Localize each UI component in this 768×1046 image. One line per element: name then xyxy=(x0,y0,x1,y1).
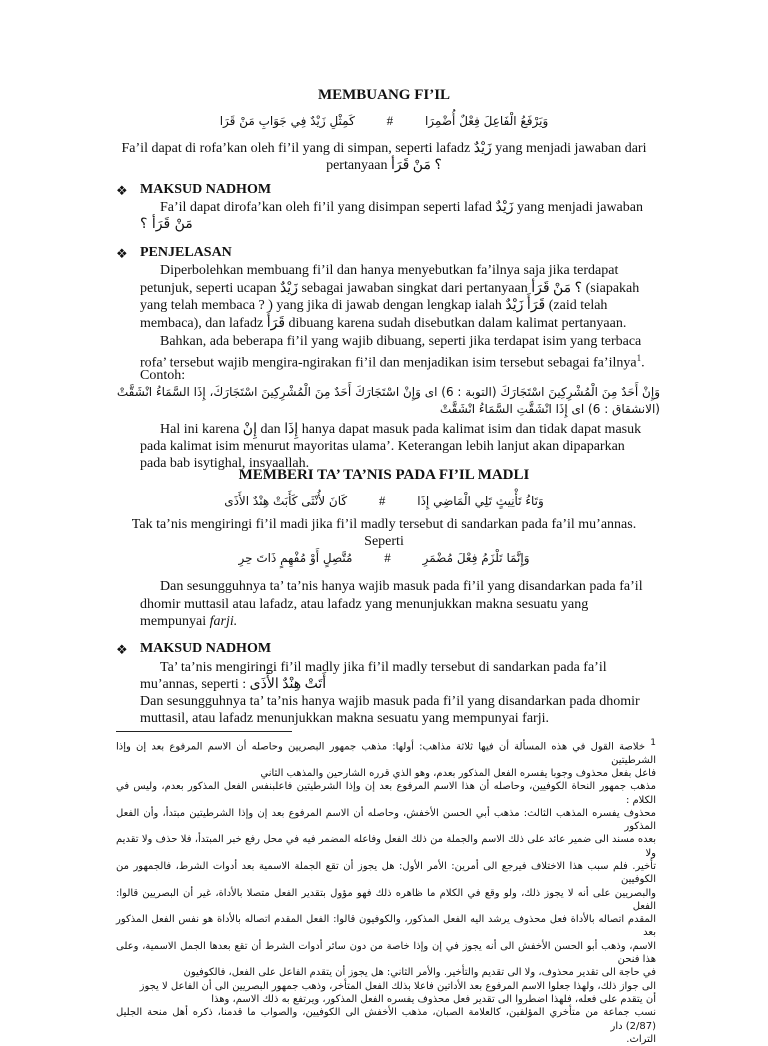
footnote-line: بعده مسند الى ضمير عائد على ذلك الاسم والجملة من ذلك الفعل وفاعله المضمر فيه في محل رفع خبر المبتدأ، فلا حذف ولا تقديم ولا xyxy=(116,834,656,859)
diamond-bullet-icon: ❖ xyxy=(116,183,128,198)
maksud-text-line-1: Fa’il dapat dirofa’kan oleh fi’il yang disimpan seperti lafad زَيْدٌ yang menjadi jawaban xyxy=(160,200,643,215)
dan-line-3: mempunyai farji. xyxy=(140,614,238,629)
footnote-line: نسب جماعة من متأخري المؤلفين، كالعلامة الصبان، مذهب الأخفش الى الكوفيين، والصواب ما قدمنا، ذكره أهل منحة الجليل (2/87) دار xyxy=(116,1007,656,1032)
footnote-line: التراث. xyxy=(626,1033,656,1045)
verse-separator: # xyxy=(386,113,394,128)
diamond-bullet-icon: ❖ xyxy=(116,246,128,261)
nadhom-verse-3 xyxy=(0,550,768,566)
hal-line-2: pada kalimat isim menurut mayoritas ulama’. Keterangan lebih lanjut akan dipaparkan xyxy=(140,439,625,454)
verse-translation-line-1: Tak ta’nis mengiringi fi’il madi jika fi’il madly tersebut di sandarkan pada fa’il mu’annas. xyxy=(131,517,637,532)
maksud-text-line-2: مَنْ قَرَأ ؟ xyxy=(140,216,193,232)
penjelasan-line-2: petunjuk, seperti ucapan زَيْدٌ sebagai jawaban singkat dari pertanyaan ؟ مَنْ قَرَأ (siapakah xyxy=(140,281,640,296)
footnote-line: والبصريين على أنه لا يجوز ذلك، ولو وقع في الكلام ما ظاهره ذلك فهو مؤول بتقدير الفعل متصلا بالأداة، غير أن البصريين قالوا: الفعل xyxy=(116,887,656,912)
maksud2-line-4: muttasil, atau lafadz menunjukkan makna sesuatu yang mempunyai farji. xyxy=(140,711,549,726)
dan-line-1: Dan sesungguhnya ta’ ta’nis hanya wajib masuk pada fi’il yang disandarkan pada fa’il xyxy=(160,579,643,594)
maksud2-line-3: Dan sesungguhnya ta’ ta’nis hanya wajib masuk pada fi’il yang disandarkan pada dhomir xyxy=(140,694,640,709)
footnote-separator xyxy=(116,731,292,732)
hal-line-1: Hal ini karena إِنْ dan إِذَا hanya dapat masuk pada kalimat isim dan tidak dapat masuk xyxy=(160,422,642,437)
diamond-bullet-icon: ❖ xyxy=(116,642,128,657)
verse-hemistich-left: مُتَّصِلٍ أَوْ مُفْهِمٍ ذَاتَ حِرِ xyxy=(238,551,353,565)
verse-separator: # xyxy=(384,550,391,565)
footnote-line: أن يتقدم على فعله، فلهذا اضطروا الى تقدير فعل محذوف يفسره الفعل المذكور، ويرتفع به ذلك الاسم، وهذا xyxy=(211,993,656,1005)
contoh-label: Contoh: xyxy=(140,368,186,383)
hal-line-3: pada bab isytighal, insyaallah. xyxy=(140,456,310,471)
footnote-reference[interactable]: 1 xyxy=(636,353,642,363)
footnote-line: المقدم اتصاله بالأداة فعل محذوف يرشد اليه الفعل المذكور، والكوفيون قالوا: الفعل المقدم اتصاله بالأداة هو نفس الفعل المذكور بعد xyxy=(116,914,656,939)
penjelasan-heading: PENJELASAN xyxy=(140,245,232,260)
footnote-line: مذهب جمهور النحاة الكوفيين، وحاصله أن هذا الاسم المرفوع بعد إن وإذا الشرطيتين فاعلبنفس الفعل المذكور بعدم، وليس في الكلام : xyxy=(116,781,656,806)
maksud2-line-2: mu’annas, seperti : أَتَتْ هِنْدٌ الأَذَى xyxy=(140,677,327,692)
verse-hemistich-right: وَتَاءُ تَأْنِيثٍ تَلِي الْمَاضِي إِذَا xyxy=(417,494,544,508)
verse-hemistich-right: وَيَرْفَعُ الْفَاعِلَ فِعْلٌ أُضْمِرَا xyxy=(424,114,549,128)
nadhom-verse-1 xyxy=(0,113,768,129)
verse-translation-line-2: pertanyaan ؟ مَنْ قَرَأ xyxy=(326,158,442,173)
verse-translation-line-1: Fa’il dapat di rofa’kan oleh fi’il yang di simpan, seperti lafadz زَيْدٌ yang menjadi jawaban dari xyxy=(121,141,647,156)
penjelasan-line-6: rofa’ tersebut wajib mengira-ngirakan fi’il dan menjadikan isim tersebut sebagai fa’ilnya$^1$. xyxy=(140,353,645,371)
maksud-nadhom-heading: MAKSUD NADHOM xyxy=(140,182,272,197)
nadhom-verse-2 xyxy=(0,493,768,509)
verse-hemistich-left: كَمِثْلِ زَيْدٌ فِي جَوَابِ مَنْ قَرَا xyxy=(219,114,355,128)
example-arabic-line-1: وَإِنْ أَحَدٌ مِنَ الْمُشْرِكِينَ اسْتَجَارَكَ (التوبة : 6) اى وَإِنْ اسْتَجَارَكَ أَحَدٌ مِنَ الْمُشْرِكِينَ اسْتَجَارَكَ، إِذَا السَّمَاءُ انْشَقَّتْ xyxy=(116,385,660,399)
footnote-line: الاسم، وذهب أبو الحسن الأخفش الى أنه يجوز في إن وإذا خاصة من دون سائر أدوات الشرط أن تقع بعدها الجمل الاسمية، وعلى هذا فنحن xyxy=(116,940,656,966)
example-arabic-line-2: (الانشقاق : 6) اى إِذَا انْشَقَّتِ السَّمَاءُ انْشَقَّتْ xyxy=(439,402,660,416)
section-title-membuang-fiil: MEMBUANG FI’IL xyxy=(317,87,451,103)
maksud2-line-1: Ta’ ta’nis mengiringi fi’il madly jika fi’il madly tersebut di sandarkan pada fa’il xyxy=(160,660,607,675)
penjelasan-line-4: membaca), dan lafadz قَرَأَ dibuang karena sudah disebutkan dalam kalimat pertanyaan. xyxy=(140,316,627,331)
penjelasan-line-5: Bahkan, ada beberapa fi’il yang wajib dibuang, seperti jika terdapat isim yang terbaca xyxy=(160,334,642,349)
footnote-number: 1 xyxy=(650,738,656,748)
footnote-line: فاعل بفعل محذوف وجوبا يفسره الفعل المذكور بعدم، وهو الذي قرره الشارحين والمذهب الثاني xyxy=(260,767,656,779)
footnote-line: الى جواز ذلك، ولهذا جعلوا الاسم المرفوع بعد الأداتين فاعلا بذلك الفعل المتأخر، وذهب جمهور البصريين الى أن الفاعل لا يجوز xyxy=(139,980,656,992)
verse-separator: # xyxy=(378,493,386,508)
verse-hemistich-right: وَإِنَّمَا تَلْزَمُ فِعْلَ مُضْمَرِ xyxy=(422,551,530,565)
verse-translation-line-2: Seperti xyxy=(364,534,404,549)
footnote xyxy=(116,737,656,1046)
farji-italic: farji. xyxy=(209,614,238,629)
maksud-nadhom-heading-2: MAKSUD NADHOM xyxy=(140,641,272,656)
penjelasan-line-1: Diperbolehkan membuang fi’il dan hanya menyebutkan fa’ilnya saja jika terdapat xyxy=(160,263,619,278)
footnote-line: في حاجة الى تقدير محذوف، ولا الى تقديم والتأخير. والأمر الثاني: هل يجوز أن يتقدم الفاعل على الفعل، فالكوفيون xyxy=(183,967,656,979)
footnote-line: محذوف يفسره المذهب الثالث: مذهب أبي الحسن الأخفش، وحاصله أن الاسم المرفوع بعد إن وإذا الشرطيتين مبتدأ، وأن الفعل المذكور xyxy=(116,807,656,833)
penjelasan-line-3: yang telah membaca ? ) yang jika di jawab dengan lengkap ialah قَرَأَ زَيْدٌ (zaid telah xyxy=(140,298,608,313)
dan-line-2: dhomir muttasil atau lafadz, atau lafadz yang menunjukkan makna sesuatu yang xyxy=(140,597,589,612)
section-title-ta-tanis: MEMBERI TA’ TA’NIS PADA FI’IL MADLI xyxy=(238,467,530,483)
footnote-line: تأخير. فلم سبب هذا الاختلاف فيرجع الى أمرين: الأمر الأول: هل يجوز أن تقع الجملة الاسمية بعد أدوات الشرط، فالجمهور من الكوفيين xyxy=(116,861,656,886)
footnote-line: $^1$ خلاصة القول في هذه المسألة أن فيها ثلاثة مذاهب: أولها: مذهب جمهور البصريين وحاصله أن الاسم المرفوع بعد إن وإذا الشرطيتين xyxy=(116,738,656,766)
verse-hemistich-left: كَانَ لأُنْثَى كَأَبَتْ هِنْدٌ الأَذَى xyxy=(224,494,348,508)
